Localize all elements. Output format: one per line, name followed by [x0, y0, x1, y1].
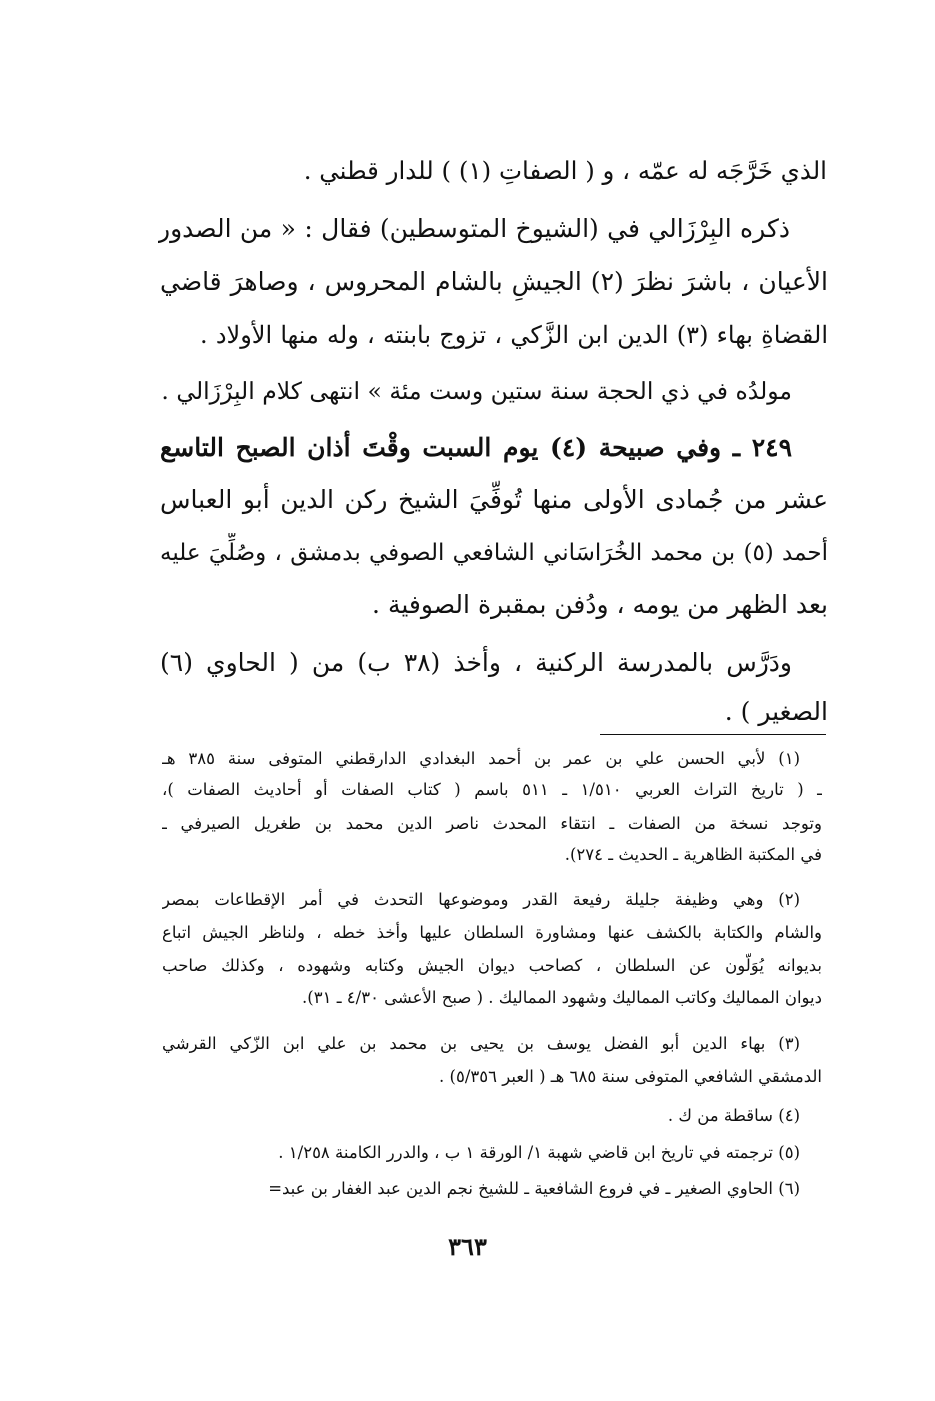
footnote-line-8: ديوان المماليك وكاتب المماليك وشهود المماليك . ( صبح الأعشى ٤/٣٠ ـ ٣١). [302, 988, 822, 1007]
body-line-9: بعد الظهر من يومه ، ودُفن بمقبرة الصوفية . [372, 590, 828, 619]
body-line-6: ٢٤٩ ـ وفي صبيحة (٤) يوم السبت وقْتَ أذان الصبح التاسع [160, 433, 792, 462]
footnote-separator [600, 734, 826, 735]
body-line-2: ذكره البِرْزَالي في (الشيوخ المتوسطين) فقال : « من الصدور [158, 214, 790, 243]
body-line-10: ودَرَّس بالمدرسة الركنية ، وأخذ (٣٨ ب) من ( الحاوي (٦) [160, 648, 792, 677]
footnote-line-2: ـ ( تاريخ التراث العربي ١/٥١٠ ـ ٥١١ باسم ( كتاب الصفات أو أحاديث الصفات )، [162, 780, 822, 799]
footnote-line-3: وتوجد نسخة من الصفات ـ انتقاء المحدث ناصر الدين محمد بن طغريل الصيرفي ـ [162, 814, 822, 833]
body-line-8: أحمد (٥) بن محمد الخُرَاسَاني الشافعي الصوفي بدمشق ، وصُلِّيَ عليه [160, 540, 828, 566]
footnote-line-4: في المكتبة الظاهرية ـ الحديث ـ ٢٧٤). [564, 845, 822, 864]
body-line-7: عشر من جُمادى الأولى منها تُوفِّيَ الشيخ ركن الدين أبو العباس [160, 485, 828, 514]
footnote-line-13: (٦) الحاوي الصغير ـ في فروع الشافعية ـ للشيخ نجم الدين عبد الغفار بن عبد= [268, 1179, 800, 1198]
footnote-line-1: (١) لأبي الحسن علي بن عمر بن أحمد البغدادي الدارقطني المتوفى سنة ٣٨٥ هـ [162, 749, 800, 768]
body-line-11: الصغير ) . [724, 697, 828, 726]
body-line-4: القضاةِ بهاء (٣) الدين ابن الزَّكي ، تزوج بابنته ، وله منها الأولاد . [200, 321, 828, 349]
footnote-line-7: بديوانه يُوَلَّون عن السلطان ، كصاحب ديوان الجيش وكتابه وشهوده ، وكذلك صاحب [162, 956, 822, 975]
footnote-line-9: (٣) بهاء الدين أبو الفضل يوسف بن يحيى بن محمد بن علي ابن الزّكي القرشي [162, 1034, 800, 1053]
footnote-line-5: (٢) وهي وظيفة جليلة رفيعة القدر وموضوعها التحدث في أمر الإقطاعات بمصر [162, 890, 800, 909]
page-number: ٣٦٣ [448, 1232, 487, 1261]
footnote-line-6: والشام والكتابة بالكشف عنها ومشاورة السلطان عليها وأخذ خطه ، ولناظر الجيش اتباع [162, 923, 822, 942]
footnote-line-10: الدمشقي الشافعي المتوفى سنة ٦٨٥ هـ ( العبر ٥/٣٥٦) . [439, 1067, 822, 1086]
footnote-line-11: (٤) ساقطة من ك . [667, 1106, 800, 1125]
body-line-3: الأعيان ، باشرَ نظرَ (٢) الجيشِ بالشام المحروس ، وصاهرَ قاضي [160, 267, 828, 296]
footnote-line-12: (٥) ترجمته في تاريخ ابن قاضي شهبة ١/ الورقة ١ ب ، والدرر الكامنة ١/٢٥٨ . [278, 1143, 800, 1162]
body-line-5: مولدُه في ذي الحجة سنة ستين وست مئة » انتهى كلام البِرْزَالي . [161, 377, 792, 405]
body-line-1: الذي خَرَّجَه له عمّه ، و ( الصفاتِ (١) ) للدار قطني . [303, 156, 827, 185]
